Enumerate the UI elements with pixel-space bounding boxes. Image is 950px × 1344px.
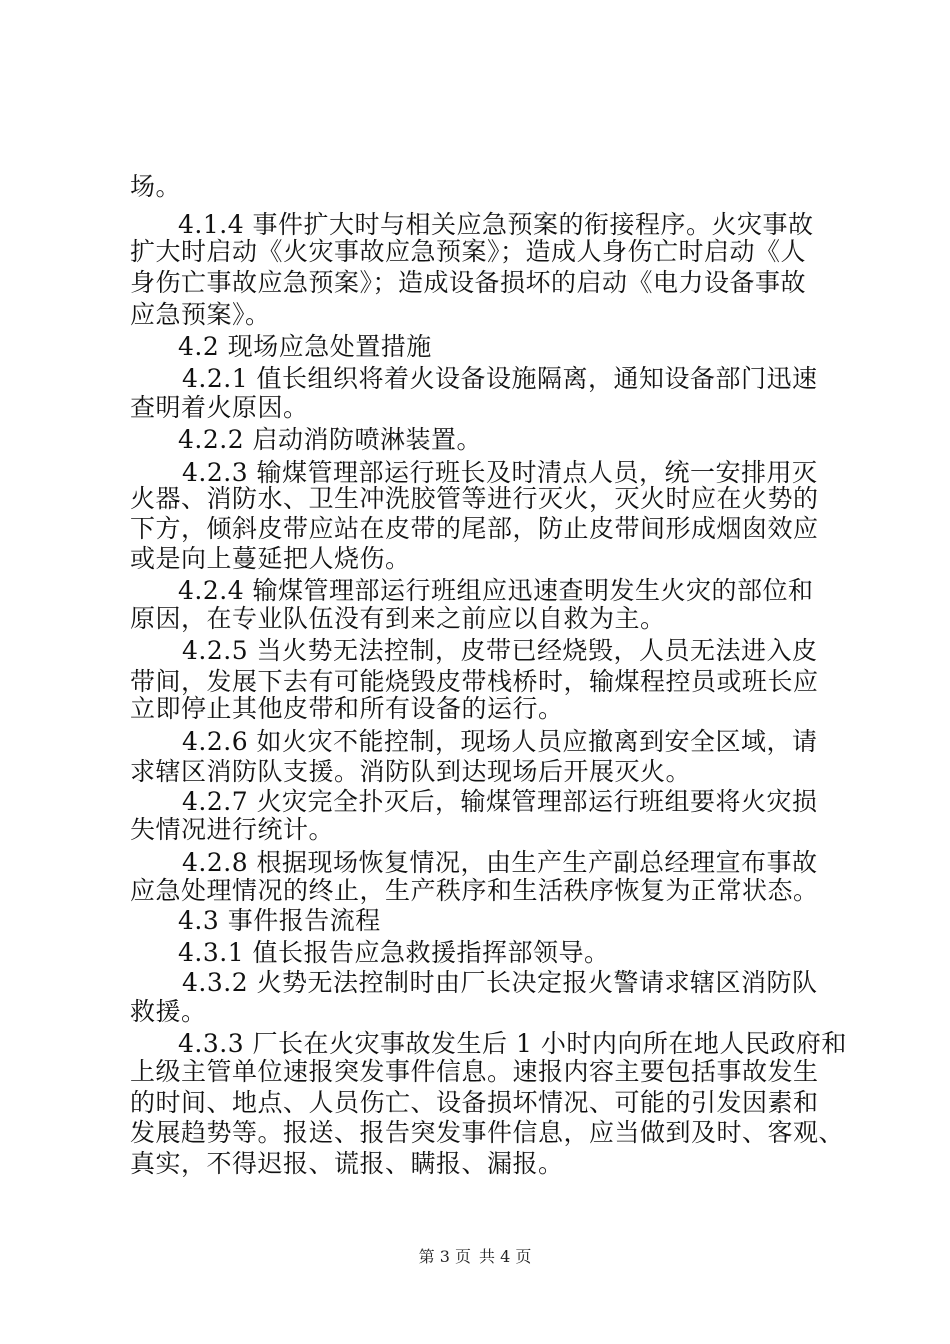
text-line: 4.3.1 值长报告应急救援指挥部领导。: [178, 938, 610, 967]
text-line: 原因，在专业队伍没有到来之前应以自救为主。: [130, 604, 666, 633]
text-line: 发展趋势等。报送、报告突发事件信息，应当做到及时、客观、: [130, 1118, 845, 1147]
page-total: 共 4 页: [479, 1247, 532, 1266]
text-line: 4.2.5 当火势无法控制，皮带已经烧毁，人员无法进入皮: [182, 636, 818, 665]
text-line: 4.2.7 火灾完全扑灭后，输煤管理部运行班组要将火灾损: [182, 787, 818, 816]
text-line: 身伤亡事故应急预案》；造成设备损坏的启动《电力设备事故: [130, 268, 807, 297]
text-line: 真实，不得迟报、谎报、瞒报、漏报。: [130, 1149, 564, 1178]
text-line: 4.2.3 输煤管理部运行班长及时清点人员，统一安排用灭: [182, 458, 818, 487]
section-heading: 4.2 现场应急处置措施: [178, 332, 432, 361]
text-line: 4.2.2 启动消防喷淋装置。: [178, 425, 483, 454]
text-line: 救援。: [130, 997, 207, 1026]
text-line: 的时间、地点、人员伤亡、设备损坏情况、可能的引发因素和: [130, 1088, 819, 1117]
text-line: 4.3.2 火势无法控制时由厂长决定报火警请求辖区消防队: [182, 968, 818, 997]
text-line: 4.2.6 如火灾不能控制，现场人员应撤离到安全区域，请: [182, 727, 818, 756]
text-line: 应急预案》。: [130, 300, 271, 329]
section-heading: 4.3 事件报告流程: [178, 906, 381, 935]
text-line: 场。: [130, 172, 182, 201]
text-line: 4.3.3 厂长在火灾事故发生后 1 小时内向所在地人民政府和: [178, 1029, 847, 1058]
text-line: 带间，发展下去有可能烧毁皮带栈桥时，输煤程控员或班长应: [130, 667, 819, 696]
text-line: 应急处理情况的终止，生产秩序和生活秩序恢复为正常状态。: [130, 876, 819, 905]
text-line: 立即停止其他皮带和所有设备的运行。: [130, 694, 564, 723]
text-line: 失情况进行统计。: [130, 815, 335, 844]
text-line: 或是向上蔓延把人烧伤。: [130, 544, 411, 573]
text-line: 查明着火原因。: [130, 393, 309, 422]
text-line: 火器、消防水、卫生冲洗胶管等进行灭火，灭火时应在火势的: [130, 484, 819, 513]
text-line: 4.2.1 值长组织将着火设备设施隔离，通知设备部门迅速: [182, 364, 818, 393]
text-line: 下方，倾斜皮带应站在皮带的尾部，防止皮带间形成烟囱效应: [130, 514, 819, 543]
text-line: 4.2.4 输煤管理部运行班组应迅速查明发生火灾的部位和: [178, 576, 814, 605]
text-line: 求辖区消防队支援。消防队到达现场后开展灭火。: [130, 757, 692, 786]
text-line: 扩大时启动《火灾事故应急预案》；造成人身伤亡时启动《人: [130, 237, 807, 266]
page-number: 第 3 页: [418, 1247, 471, 1266]
text-line: 4.1.4 事件扩大时与相关应急预案的衔接程序。火灾事故: [178, 210, 814, 239]
text-line: 4.2.8 根据现场恢复情况，由生产生产副总经理宣布事故: [182, 848, 818, 877]
page-footer: [0, 1247, 950, 1267]
text-line: 上级主管单位速报突发事件信息。速报内容主要包括事故发生: [130, 1057, 819, 1086]
